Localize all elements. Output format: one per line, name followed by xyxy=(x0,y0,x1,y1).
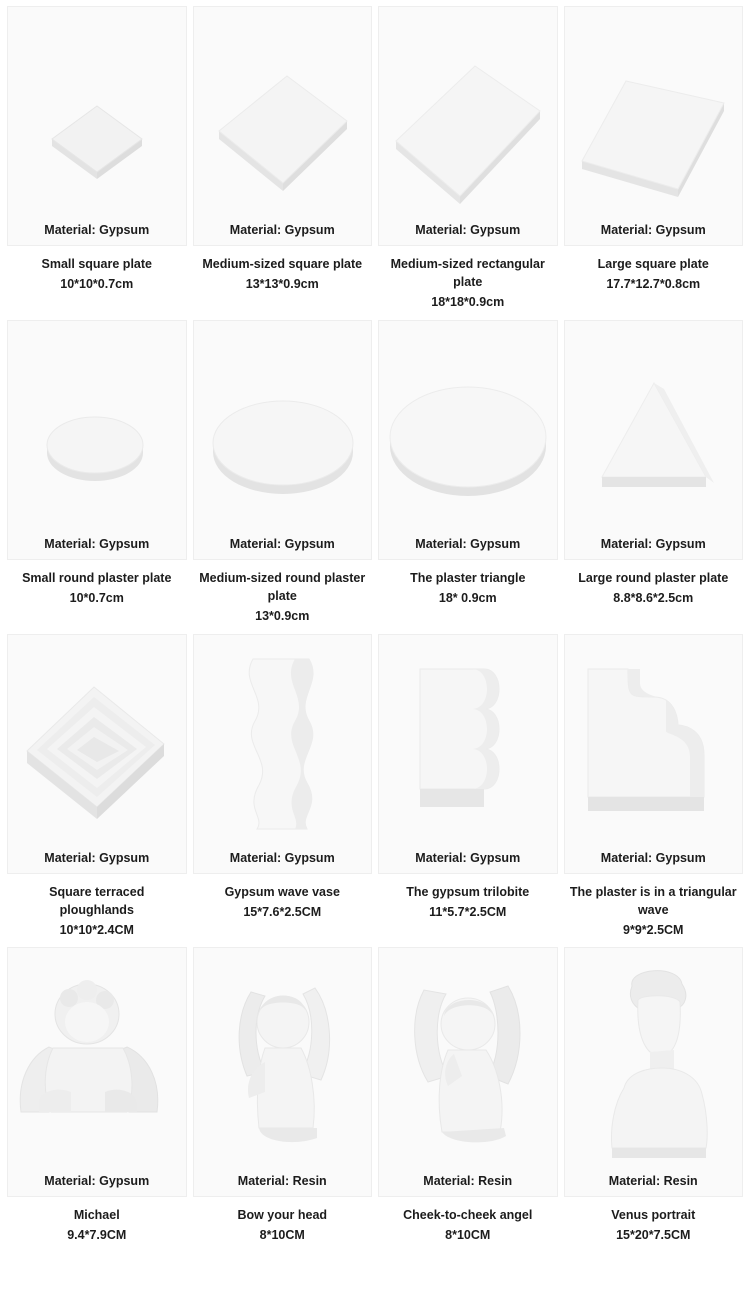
material-label: Material: Gypsum xyxy=(229,536,335,551)
product-cell xyxy=(564,6,744,312)
product-name: The plaster triangle xyxy=(410,570,526,585)
product-size: 9.4*7.9CM xyxy=(67,1228,127,1243)
material-label: Material: Gypsum xyxy=(600,536,706,551)
square-plate-large-icon xyxy=(566,11,741,241)
material-label: Material: Gypsum xyxy=(415,536,521,551)
angel-bowing-icon xyxy=(195,952,370,1192)
product-cell[interactable] xyxy=(7,6,187,312)
material-label: Material: Gypsum xyxy=(44,223,150,237)
stair-wave-icon xyxy=(566,639,741,869)
material-label: Material: Gypsum xyxy=(415,223,521,237)
product-cell xyxy=(7,320,187,626)
product-cell xyxy=(378,634,558,940)
product-size: 8*10CM xyxy=(445,1228,491,1243)
product-cell xyxy=(564,947,744,1245)
product-image xyxy=(7,320,187,560)
product-cell xyxy=(564,634,744,940)
product-size: 13*13*0.9cm xyxy=(245,277,319,292)
product-name: Cheek-to-cheek angel xyxy=(403,1208,533,1223)
product-size: 8.8*8.6*2.5cm xyxy=(613,590,694,605)
product-cell xyxy=(378,947,558,1245)
product-size: 18* 0.9cm xyxy=(438,590,497,605)
product-name: Bow your head xyxy=(237,1208,328,1223)
rect-plate-medium-icon xyxy=(380,11,555,241)
product-image xyxy=(7,6,187,246)
material-label: Material: Gypsum xyxy=(44,536,150,551)
product-image xyxy=(193,634,373,874)
wave-vase-icon xyxy=(195,639,370,869)
product-image xyxy=(378,947,558,1197)
material-label: Material: Gypsum xyxy=(44,850,150,865)
material-label: Material: Gypsum xyxy=(415,850,521,865)
square-plate-medium-icon xyxy=(195,11,370,241)
product-size: 15*7.6*2.5CM xyxy=(243,904,322,919)
material-label: Material: Resin xyxy=(423,1174,513,1189)
product-name: Large round plaster plate xyxy=(578,570,729,585)
product-image xyxy=(193,320,373,560)
product-name: Medium-sized round plaster plate xyxy=(199,570,366,603)
product-name: The gypsum trilobite xyxy=(406,884,530,899)
product-cell xyxy=(193,634,373,940)
product-size: 13*0.9cm xyxy=(255,609,310,623)
material-label: Material: Gypsum xyxy=(600,850,706,865)
product-name: Medium-sized square plate xyxy=(202,257,363,271)
material-label: Material: Gypsum xyxy=(600,223,706,237)
product-name: Square terraced ploughlands xyxy=(49,884,145,917)
product-image xyxy=(193,6,373,246)
product-image xyxy=(378,320,558,560)
round-plate-medium-icon xyxy=(195,325,370,555)
product-image xyxy=(564,6,744,246)
material-label: Material: Gypsum xyxy=(229,850,335,865)
square-plate-small-icon xyxy=(9,11,184,241)
product-grid xyxy=(7,6,743,1245)
product-name: Small round plaster plate xyxy=(22,570,172,585)
product-image xyxy=(378,634,558,874)
product-size: 10*0.7cm xyxy=(69,590,124,605)
product-image xyxy=(378,6,558,246)
product-image xyxy=(7,634,187,874)
trilobite-icon xyxy=(380,639,555,869)
material-label: Material: Resin xyxy=(237,1174,327,1189)
product-size: 18*18*0.9cm xyxy=(431,295,505,310)
angel-cheek-icon xyxy=(380,952,555,1192)
product-size: 8*10CM xyxy=(259,1228,305,1243)
product-size: 11*5.7*2.5CM xyxy=(429,904,507,919)
product-image xyxy=(193,947,373,1197)
product-cell xyxy=(7,947,187,1245)
product-cell xyxy=(378,320,558,626)
product-image xyxy=(564,634,744,874)
product-name: Large square plate xyxy=(597,257,709,271)
terraced-square-icon xyxy=(9,639,184,869)
product-image xyxy=(564,947,744,1197)
product-name: Michael xyxy=(73,1208,120,1223)
product-cell xyxy=(193,320,373,626)
product-size: 10*10*2.4CM xyxy=(59,922,134,937)
oval-plate-large-icon xyxy=(380,325,555,555)
venus-bust-icon xyxy=(566,952,741,1192)
product-size: 10*10*0.7cm xyxy=(60,277,134,292)
product-size: 9*9*2.5CM xyxy=(623,922,684,937)
product-cell xyxy=(564,320,744,626)
product-image xyxy=(564,320,744,560)
product-name: Gypsum wave vase xyxy=(224,884,340,899)
product-size: 15*20*7.5CM xyxy=(616,1228,691,1243)
product-name: Medium-sized rectangular plate xyxy=(390,257,545,290)
material-label: Material: Gypsum xyxy=(44,1174,150,1189)
material-label: Material: Resin xyxy=(608,1174,698,1189)
product-size: 17.7*12.7*0.8cm xyxy=(606,277,701,292)
product-cell xyxy=(193,947,373,1245)
material-label: Material: Gypsum xyxy=(229,223,335,237)
product-cell[interactable] xyxy=(193,6,373,312)
product-name: Small square plate xyxy=(41,257,152,271)
product-name: Venus portrait xyxy=(611,1208,696,1223)
product-cell xyxy=(7,634,187,940)
angel-michael-icon xyxy=(9,952,184,1192)
triangle-block-icon xyxy=(566,325,741,555)
product-image xyxy=(7,947,187,1197)
round-plate-small-icon xyxy=(9,325,184,555)
product-cell xyxy=(378,6,558,312)
product-name: The plaster is in a triangular wave xyxy=(569,884,737,917)
